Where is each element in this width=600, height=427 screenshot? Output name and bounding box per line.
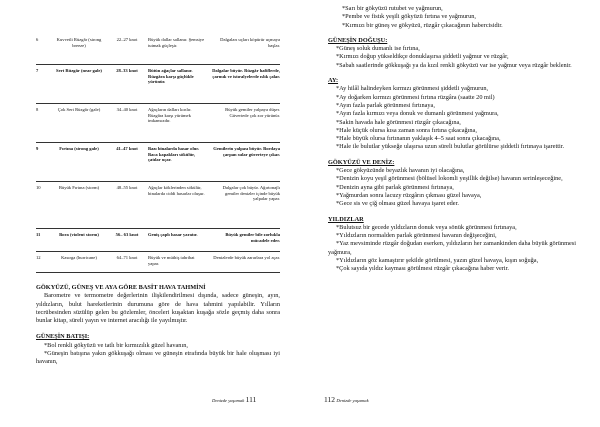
page-footer <box>212 395 256 404</box>
running-title: Denizde yaşamak <box>336 398 369 403</box>
section-heading: GÜNEŞİN BATIŞI: <box>36 333 90 341</box>
list-item: *Kırmızı bir güneş ve gökyüzü, rüzgâr çıkacağının habercisidir. <box>342 21 503 29</box>
sea-effect: Büyük gemiler bile zorlukla mücadele eder. <box>225 232 280 243</box>
list-item: *Güneşin batışına yakın gökkuşağı olması ve güneşin etrafında büyük bir hale oluşması iyi havanın, <box>36 350 280 366</box>
wind-speed: 48–55 knot <box>116 185 138 190</box>
wind-speed: 34–40 knot <box>116 107 138 112</box>
list-item: *Yıldızların normalden parlak görünmesi havanın değişeceğini, <box>336 232 497 240</box>
land-effect: Geniş çaplı hasar yaratır. <box>148 232 198 237</box>
land-effect: Büyük ve müthiş tahribat yapar. <box>148 255 195 266</box>
list-item: *Hale ile bulutlar yükseğe ulaşırsa uzun süreli bulutlar görülürse şiddetli fırtınaya işarettir. <box>336 143 565 151</box>
list-item: *Denizin koyu yeşil görünmesi (bölüsel lokomli yeşillik değilse) havanın serinleşeceğine, <box>336 175 563 183</box>
land-effect: Bütün ağaçlar sallanır. Rüzgâra karşı güçlükle yürünür. <box>148 68 194 85</box>
land-effect: Ağaçlar köklerinden sökülür, binalarda ciddi hasarlar oluşur. <box>148 185 205 196</box>
list-item: *Hale büyük olursa fırtınanın yaklaşık 4–5 saat sonra çıkacağına, <box>336 135 501 143</box>
force-number: 10 <box>36 185 41 190</box>
section-heading: GÜNEŞİN DOĞUŞU: <box>328 36 388 44</box>
right-page <box>300 0 600 427</box>
wind-name: Kuvvetli Rüzgâr (strong breeze) <box>56 37 102 48</box>
force-number: 7 <box>36 68 39 73</box>
right-text-block <box>328 5 576 274</box>
wind-speed: 41–47 knot <box>116 146 138 151</box>
list-item: *Çok sayıda yıldız kayması görülmesi rüzgâr çıkacağına haber verir. <box>336 265 509 273</box>
wind-name: Sert Rüzgâr (near gale) <box>56 68 102 73</box>
wind-speed: 28–33 knot <box>116 68 138 73</box>
section-heading: AY: <box>328 77 339 85</box>
page-footer <box>324 395 369 404</box>
list-item: *Ayın fazla parlak görünmesi fırtınaya, <box>336 101 435 109</box>
sea-effect: Dalgalar büyür. Rüzgâr hafiflerde, çarmık ve istıralyelerde ıslık çalar. <box>212 68 280 79</box>
force-number: 11 <box>36 232 41 237</box>
force-number: 9 <box>36 146 39 151</box>
wind-name: Büyük Fırtına (storm) <box>58 185 100 190</box>
list-item: *Yağmurdan sonra lacuzy rüzgârın çıkması güzel havaya, <box>336 191 482 199</box>
section-heading: GÖKYÜZÜ VE DENİZ: <box>328 158 395 166</box>
intro-paragraph: Barometre ve termometre değerlerinin ilişkilendirilmesi dışında, sadece güneşin, ayın, yıldızların, bulut hareketlerinin durumuna göre de hava tahmini yapılabilir. Yılların tecrübesinden süzülüp gelen bu gözlemler, önceleri kuşaktan kuşağa sözle geçmiş daha sonra bunlar kitap, süreli yayın ve internet aracılığı ile yayılmıştır. <box>36 292 280 325</box>
list-item: *Denizin ayna gibi parlak görünmesi fırtınaya, <box>336 183 454 191</box>
table-row <box>36 182 280 229</box>
wind-name: Bora (violent storm) <box>59 232 99 237</box>
wind-speed: 56– 63 knot <box>115 232 139 237</box>
list-item: *Hale küçük olursa kısa zaman sonra fırtına çıkacağına, <box>336 126 477 134</box>
list-item: *Gece gökyüzünde beyazlık havanın iyi olacağına, <box>336 167 465 175</box>
wind-name: Fırtına (strong gale) <box>59 146 99 151</box>
sea-effect: Dalgaları uçları köpürür uçmaya başlar. <box>220 37 280 48</box>
list-item: *Güneş soluk dumanlı ise fırtına, <box>336 45 420 53</box>
sea-effect: Büyük gemiler yalpaya düşer. Güvertede çok zor yürünür. <box>225 107 280 118</box>
force-number: 12 <box>36 255 41 260</box>
sea-effect: Dalgalar çok büyür. Ağırtonajlı gemiler denizler içinde büyük yalpalar yapar. <box>222 185 280 202</box>
list-item: *Ay doğarken kırmızı görünmesi fırtına rüzgâra (saatte 20 mil) <box>336 93 495 101</box>
sea-effect: Gemilerin yalpası büyür. Bordaya çarpan sular güverteye çıkar. <box>213 146 280 157</box>
list-item: *Kırmızı doğup yükseldikçe donuklaşırsa şiddetli yağmur ve rüzgâr, <box>336 53 509 61</box>
list-item: *Sarı bir gökyüzü rutubet ve yağmurun, <box>342 5 443 12</box>
left-text-block <box>36 284 280 367</box>
land-effect: Ağaçların dalları kırılır. Rüzgâra karşı yürümek imkansızdır. <box>148 107 192 124</box>
force-number: 6 <box>36 37 39 42</box>
land-effect: Büyük dallar sallanır. Şemsiye tutmak güçleşir. <box>148 37 205 48</box>
section-heading: GÖKYÜZÜ, GÜNEŞ VE AYA GÖRE BASİT HAVA TAHMİNİ <box>36 284 206 291</box>
list-item: *Yıldızların göz kamaştırır şekilde görülmesi, yazın güzel havaya, kışın soğuğa, <box>336 257 539 265</box>
list-item: *Bulutsuz bir gecede yıldızların donuk veya sönük görünmesi fırtınaya, <box>336 223 517 231</box>
list-item: *Bol renkli gökyüzü ve tatlı bir kırmızılık güzel havanın, <box>44 341 188 349</box>
wind-name: Çok Sert Rüzgâr (gale) <box>57 107 101 112</box>
table-row <box>36 143 280 182</box>
section-heading: YILDIZLAR <box>328 215 364 223</box>
beaufort-table <box>36 34 280 273</box>
wind-speed: 22–27 knot <box>116 37 138 42</box>
force-number: 8 <box>36 107 39 112</box>
wind-name: Kasırga (hurricane) <box>61 255 97 260</box>
list-item: *Gece sis ve çiğ olması güzel havaya işaret eder. <box>336 200 459 208</box>
table-row <box>36 229 280 252</box>
wind-speed: 64–71 knot <box>116 255 138 260</box>
list-item: *Yaz mevsiminde rüzgâr doğudan eserken, yıldızların her zamankinden daha büyük görünmesi yağmura, <box>328 240 576 256</box>
list-item: *Ay hilâl halindeyken kırmızı görünmesi şiddetli yağmurun, <box>336 85 489 93</box>
list-item: *Ayın fazla kırmızı veya donuk ve dumanlı görünmesi yağmura, <box>336 110 499 118</box>
land-effect: Bazı binalarda hasar olur. Baca kapakları sökülür, çatılar uçar. <box>148 146 200 163</box>
table-row <box>36 65 280 104</box>
table-row <box>36 34 280 65</box>
page-number: 112 <box>324 395 335 404</box>
sea-effect: Denizlerde büyük zararlara yol açar. <box>213 255 280 260</box>
list-item: *Sabah saatlerinde gökkuşağı ya da kızıl renkli gökyüzü var ise yağmur veya rüzgâr beklenir. <box>336 61 572 69</box>
table-row <box>36 252 280 273</box>
page-number: 111 <box>245 395 257 404</box>
list-item: *Sakin havada hale görünmesi rüzgâr çıkacağına, <box>336 118 461 126</box>
list-item: *Pembe ve fistık yeşili gökyüzü fırtına ve yağmurun, <box>342 13 476 21</box>
table-row <box>36 104 280 143</box>
running-title: Denizde yaşamak <box>212 398 245 403</box>
